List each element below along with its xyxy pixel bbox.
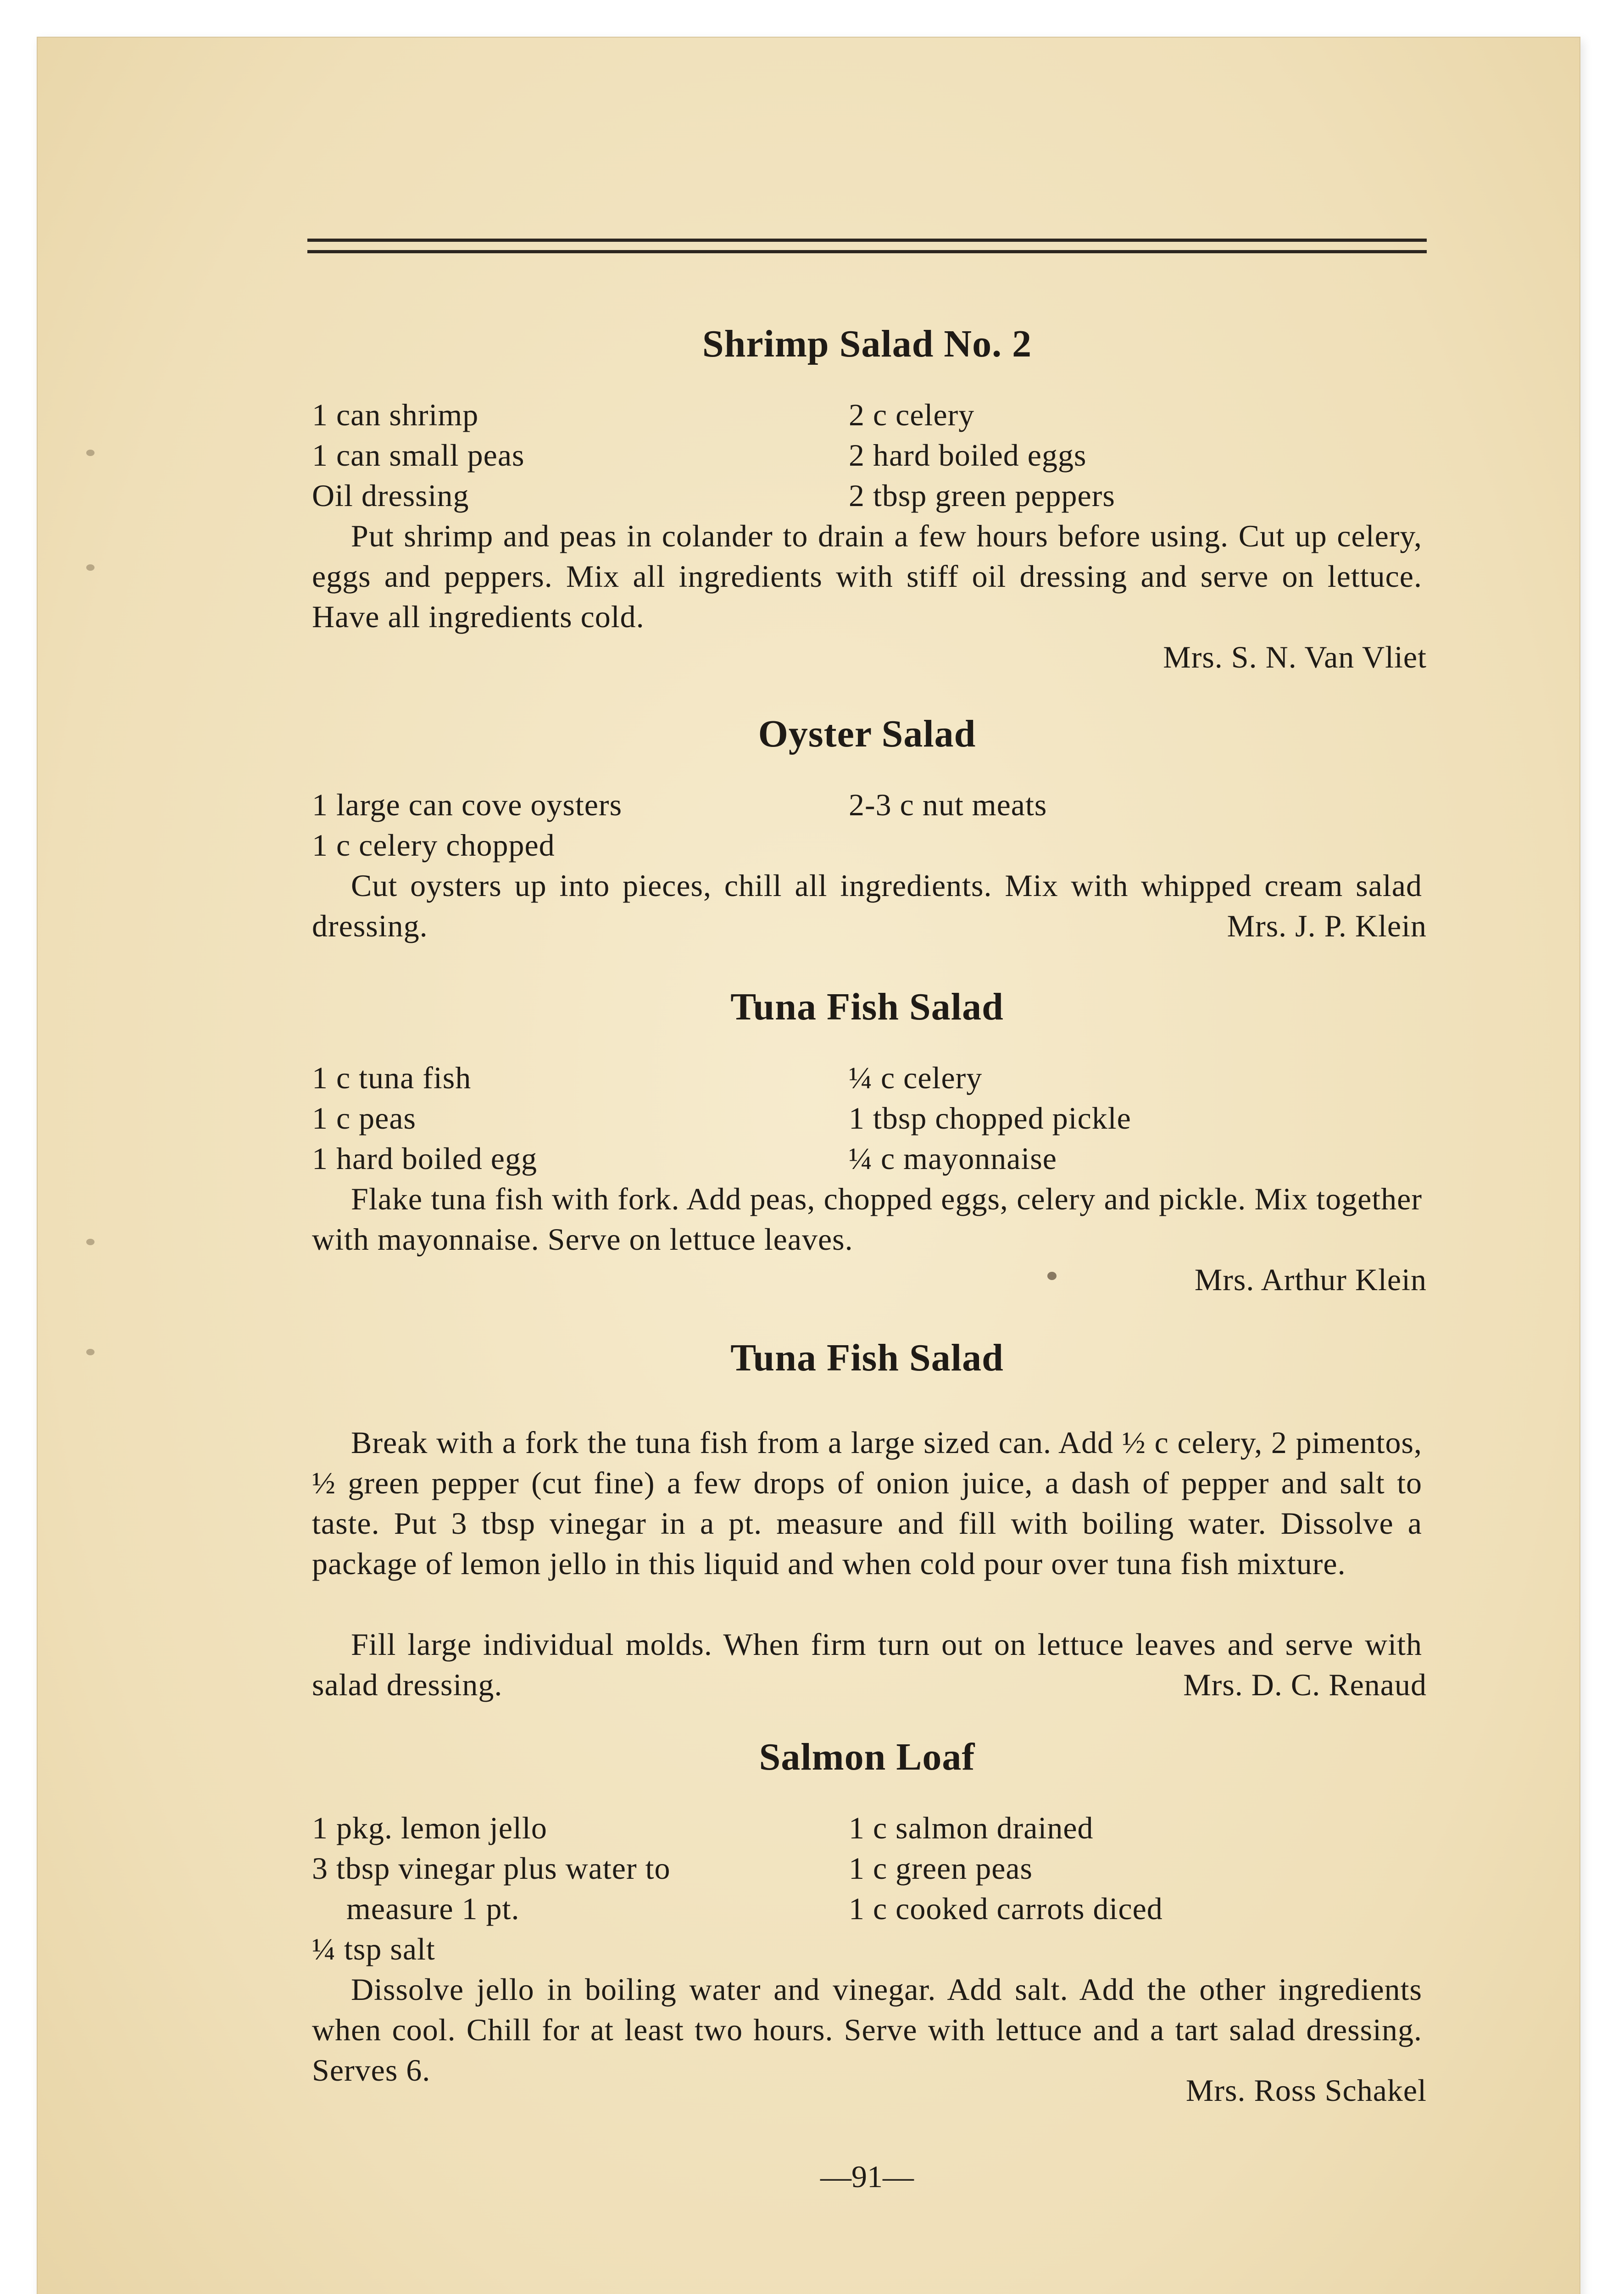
recipe-author: Mrs. S. N. Van Vliet: [1163, 640, 1427, 674]
cookbook-page: [37, 37, 1580, 2294]
binder-mark: [86, 450, 95, 456]
recipe-title: Salmon Loaf: [759, 1736, 975, 1778]
ingredient: 1 can small peas: [312, 438, 525, 473]
ingredient: 2 c celery: [849, 397, 975, 432]
directions-text: Break with a fork the tuna fish from a large sized can. Add ½ c celery, 2 pimentos, ½ green pepper (cut fine) a few drops of onion juice, a dash of pepper and salt to taste. Put 3 tbsp vinegar in a pt. measure and fill with boiling water. Dissolve a package of lemon jello in this liquid and when cold pour over tuna fish mixture.: [312, 1425, 1422, 1581]
binder-mark: [86, 1239, 95, 1245]
ink-spot: [1047, 1272, 1057, 1280]
top-double-rule: [307, 239, 1427, 253]
recipe-author: Mrs. J. P. Klein: [1227, 908, 1427, 943]
recipe-directions: [312, 1179, 1422, 1259]
recipe-directions: [312, 516, 1422, 637]
page-number: —91—: [820, 2159, 914, 2194]
ingredient: 1 c peas: [312, 1101, 417, 1136]
recipe-title: Tuna Fish Salad: [730, 1336, 1004, 1379]
directions-text: Dissolve jello in boiling water and vinegar. Add salt. Add the other ingredients when cool. Chill for at least two hours. Serve with lettuce and a tart salad dressing. Serves 6.: [312, 1972, 1422, 2088]
ingredient: Oil dressing: [312, 478, 469, 513]
ingredient: 1 can shrimp: [312, 397, 479, 432]
recipe-title: Oyster Salad: [758, 713, 976, 755]
ingredient: 1 hard boiled egg: [312, 1141, 537, 1176]
recipe-author: Mrs. Ross Schakel: [1185, 2073, 1427, 2108]
ingredient: 1 tbsp chopped pickle: [849, 1101, 1131, 1136]
ingredient: ¼ c mayonnaise: [849, 1141, 1057, 1176]
ingredient: 3 tbsp vinegar plus water to: [312, 1851, 671, 1886]
ingredient: 1 c salmon drained: [849, 1810, 1094, 1845]
ingredient: 1 large can cove oysters: [312, 787, 623, 822]
ingredient: 1 c cooked carrots diced: [849, 1891, 1163, 1926]
ingredient: 1 pkg. lemon jello: [312, 1810, 547, 1845]
recipe-author: Mrs. Arthur Klein: [1194, 1262, 1427, 1297]
ingredient: 1 c celery chopped: [312, 828, 555, 863]
ingredient: 2-3 c nut meats: [849, 787, 1047, 822]
recipe-title: Shrimp Salad No. 2: [702, 323, 1032, 365]
directions-text: Flake tuna fish with fork. Add peas, chopped eggs, celery and pickle. Mix together with mayonnaise. Serve on lettuce leaves.: [312, 1181, 1422, 1257]
ingredient: ¼ tsp salt: [312, 1932, 435, 1966]
ingredient: 1 c tuna fish: [312, 1060, 472, 1095]
ingredient: ¼ c celery: [849, 1060, 983, 1095]
recipe-author: Mrs. D. C. Renaud: [1183, 1667, 1427, 1702]
ingredient: 2 hard boiled eggs: [849, 438, 1087, 473]
ingredient: 1 c green peas: [849, 1851, 1033, 1886]
binder-mark: [86, 564, 95, 571]
directions-text: Put shrimp and peas in colander to drain a few hours before using. Cut up celery, eggs and peppers. Mix all ingredients with stiff oil dressing and serve on lettuce. Have all ingredients cold.: [312, 518, 1422, 634]
directions-text: Fill large individual molds. When firm turn out on lettuce leaves and serve with salad dressing.: [312, 1627, 1422, 1702]
ingredient: 2 tbsp green peppers: [849, 478, 1115, 513]
recipe-title: Tuna Fish Salad: [730, 986, 1004, 1028]
binder-mark: [86, 1349, 95, 1355]
ingredient: measure 1 pt.: [346, 1891, 520, 1926]
directions-text: Cut oysters up into pieces, chill all ingredients. Mix with whipped cream salad dressing.: [312, 868, 1422, 943]
recipe-directions: [312, 1422, 1422, 1584]
